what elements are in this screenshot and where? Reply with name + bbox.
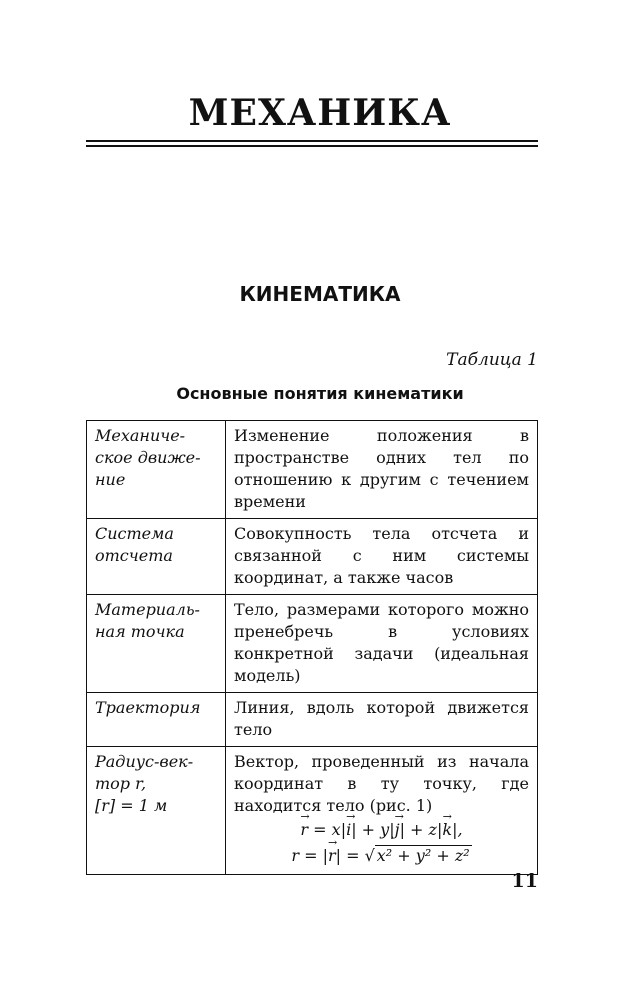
table-row — [87, 747, 538, 875]
title-rule-top — [86, 140, 538, 142]
section-title: КИНЕМАТИКА — [239, 282, 401, 306]
term-line: тор r, — [95, 774, 147, 793]
definition-cell: Изменение положения в пространстве одних тел по отношению к другим с течением времени — [226, 421, 538, 519]
definition-text: Вектор, проведенный из начала координат в ту точку, где находится тело (рис. 1) — [234, 752, 529, 815]
title-rule-bottom — [86, 145, 538, 147]
vector-magnitude-formula: r = |→ r| = √ x² + y² + z² — [234, 843, 529, 869]
term-line: ная точка — [95, 622, 185, 641]
vector-r: → r — [300, 817, 308, 843]
term-line: Материаль- — [95, 600, 200, 619]
sqrt-sign: √ — [364, 846, 375, 865]
term-line: Система — [95, 524, 174, 543]
vector-r: → r — [328, 843, 336, 869]
term-line: ское движе- — [95, 448, 201, 467]
term-line: ние — [95, 470, 126, 489]
definition-cell: Тело, размерами которого можно пренебречь в условиях конкретной задачи (идеальная модель) — [226, 595, 538, 693]
term-line: Радиус-век- — [95, 752, 194, 771]
term-cell — [87, 693, 226, 747]
term-line: Механиче- — [95, 426, 186, 445]
table-label: Таблица 1 — [446, 350, 538, 370]
term-line: Траектория — [95, 698, 201, 717]
definitions-table — [86, 420, 538, 875]
unit-vector-k: → k — [442, 817, 452, 843]
table-row — [87, 519, 538, 595]
table-row — [87, 421, 538, 519]
table-row — [87, 693, 538, 747]
definition-cell: Линия, вдоль которой движется тело — [226, 693, 538, 747]
term-cell — [87, 595, 226, 693]
definition-cell — [226, 747, 538, 875]
position-vector-formula: → r = x|→ i| + y|→ j| + z|→ k|, — [234, 817, 529, 843]
definition-cell: Совокупность тела отсчета и связанной с ним системы координат, а также часов — [226, 519, 538, 595]
sqrt-radicand: x² + y² + z² — [376, 846, 470, 865]
table-caption: Основные понятия кинематики — [176, 384, 464, 403]
page-number: 11 — [511, 870, 538, 892]
table-row — [87, 595, 538, 693]
term-cell — [87, 421, 226, 519]
term-line: [r] = 1 м — [95, 796, 168, 815]
unit-vector-j: → j — [395, 817, 400, 843]
term-cell — [87, 519, 226, 595]
unit-vector-i: → i — [346, 817, 351, 843]
part-title: МЕХАНИКА — [188, 92, 452, 134]
term-cell — [87, 747, 226, 875]
term-line: отсчета — [95, 546, 173, 565]
